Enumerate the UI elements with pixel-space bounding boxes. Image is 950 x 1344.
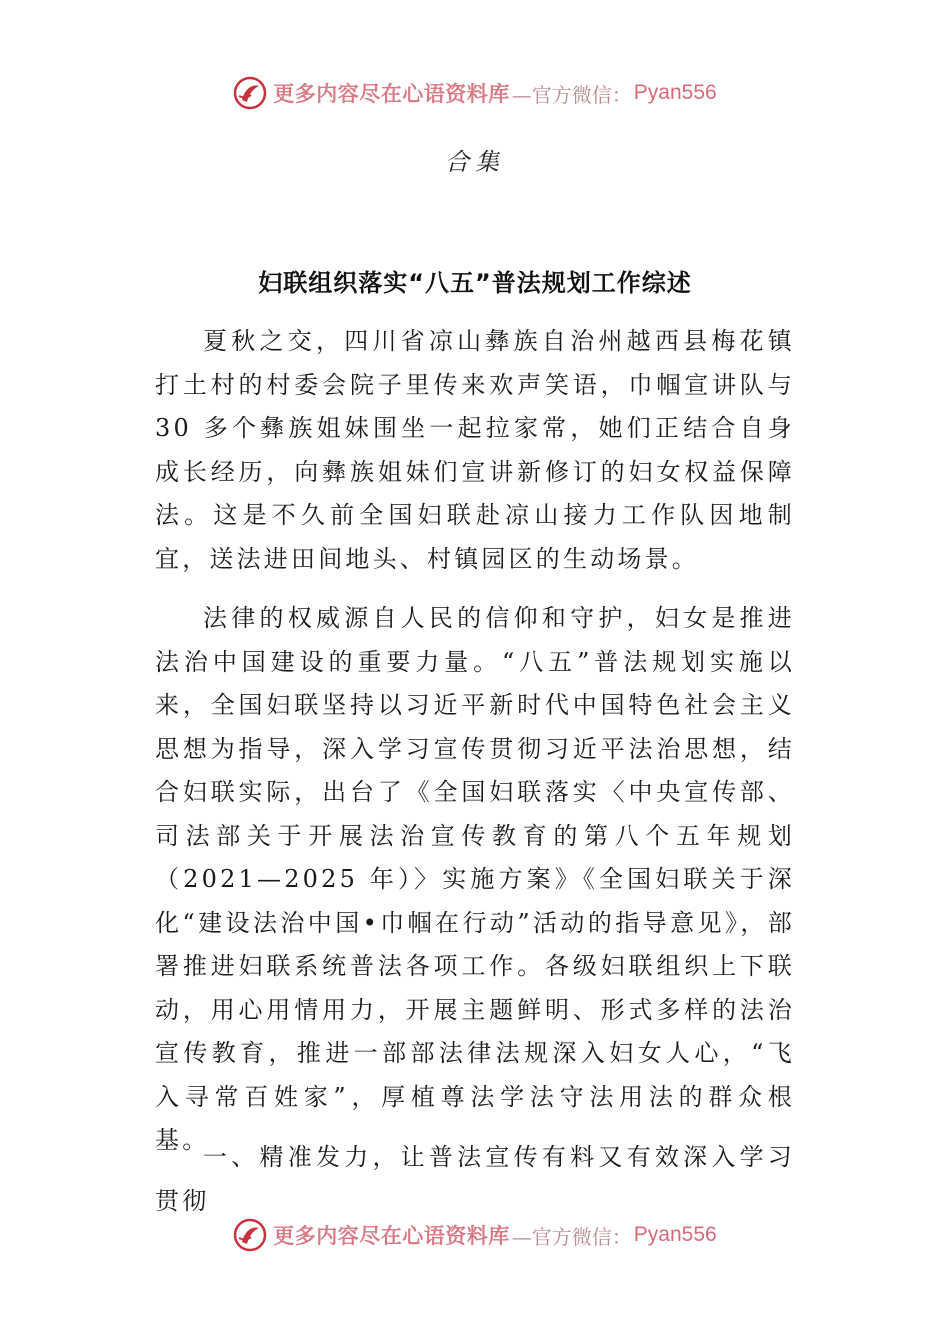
watermark-logo-icon	[233, 76, 267, 110]
collection-label: 合集	[445, 148, 505, 176]
watermark-sub-text: —官方微信：	[511, 82, 632, 107]
paragraph-3: 一、精准发力，让普法宣传有料又有效深入学习贯彻	[155, 1143, 795, 1215]
document-title: 妇联组织落实“八五”普法规划工作综述	[258, 269, 692, 297]
watermark-main-text: 更多内容尽在心语资料库	[273, 1223, 510, 1248]
paragraph-1: 夏秋之交，四川省凉山彝族自治州越西县梅花镇打土村的村委会院子里传来欢声笑语，巾帼宣讲队与 30 多个彝族姐妹围坐一起拉家常，她们正结合自身成长经历，向彝族姐妹们宣讲新修订的妇女权益保障法。这是不久前全国妇联赴凉山接力工作队因地制宜，送法进田间地头、村镇园区的生动场景。	[155, 327, 795, 573]
watermark-wechat-id: Pyan556	[633, 1223, 717, 1246]
paragraph-2: 法律的权威源自人民的信仰和守护，妇女是推进法治中国建设的重要力量。“八五”普法规划实施以来，全国妇联坚持以习近平新时代中国特色社会主义思想为指导，深入学习宣传贯彻习近平法治思想，结合妇联实际，出台了《全国妇联落实〈中央宣传部、司法部关于开展法治宣传教育的第八个五年规划（2021—2025 年）〉实施方案》《全国妇联关于深化“建设法治中国•巾帼在行动”活动的指导意见》，部署推进妇联系统普法各项工作。各级妇联组织上下联动，用心用情用力，开展主题鲜明、形式多样的法治宣传教育，推进一部部法律法规深入妇女人心，“飞入寻常百姓家”，厚植尊法学法守法用法的群众根基。	[155, 604, 795, 1154]
watermark-wechat-id: Pyan556	[633, 81, 717, 104]
watermark-sub-text: —官方微信：	[511, 1224, 632, 1249]
watermark-top	[0, 73, 950, 113]
watermark-logo-icon	[233, 1218, 267, 1252]
watermark-main-text: 更多内容尽在心语资料库	[273, 81, 510, 106]
watermark-bottom	[0, 1215, 950, 1255]
